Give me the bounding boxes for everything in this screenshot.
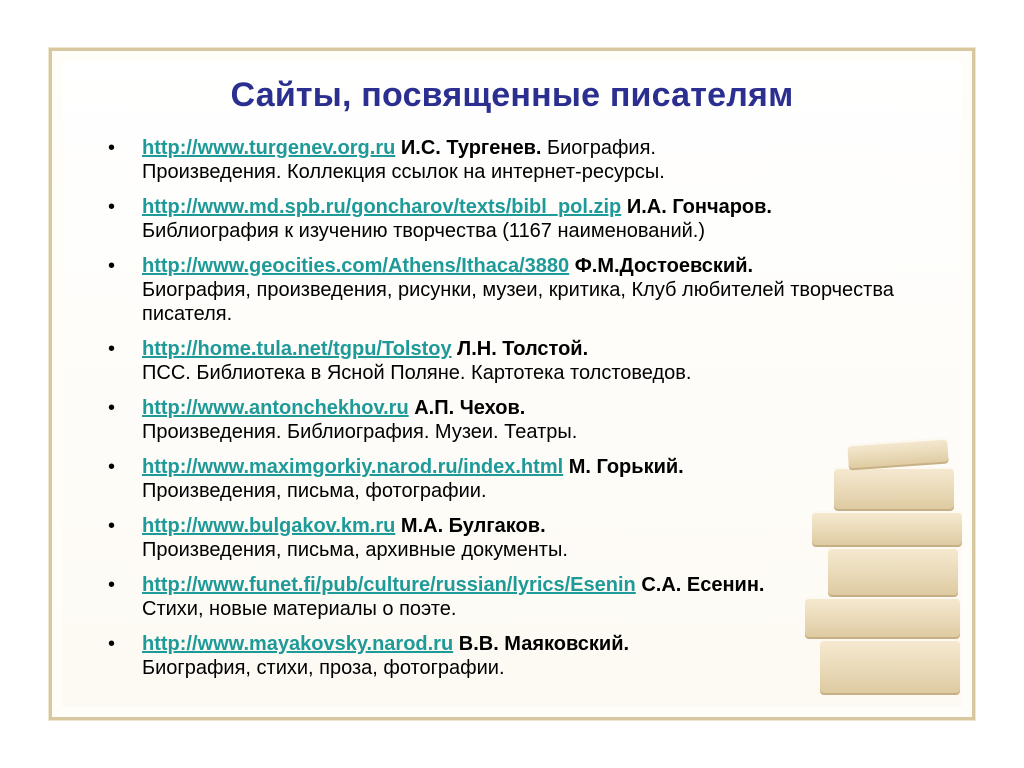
writer-name: Ф.М.Достоевский. [574,255,754,277]
slide-title: Сайты, посвященные писателям [230,76,794,114]
description: Произведения, письма, архивные документы. [142,539,568,561]
description: Биография, произведения, рисунки, музеи, критика, Клуб любителей творчества писателя. [142,279,894,325]
writer-name: М. Горький. [568,456,684,478]
writer-site-link[interactable]: http://www.bulgakov.km.ru [142,515,396,537]
writer-site-link[interactable]: http://www.maximgorkiy.narod.ru/index.html [142,456,564,478]
writer-name: А.П. Чехов. [414,397,526,419]
description: Стихи, новые материалы о поэте. [142,598,457,620]
description: Биография, стихи, проза, фотографии. [142,657,505,679]
bullet: • [108,574,116,596]
description-inline: Биография. [546,137,656,159]
description: Произведения. Коллекция ссылок на интернет-ресурсы. [142,161,665,183]
writer-site-link[interactable]: http://www.mayakovsky.narod.ru [142,633,454,655]
writer-name: М.А. Булгаков. [400,515,546,537]
writer-name: С.А. Есенин. [641,574,765,596]
list-item [108,254,978,326]
writer-name: Л.Н. Толстой. [457,338,589,360]
writer-site-link[interactable]: http://www.funet.fi/pub/culture/russian/lyrics/Esenin [142,574,636,596]
bullet: • [108,633,116,655]
writer-site-link[interactable]: http://www.antonchekhov.ru [142,397,409,419]
bullet: • [108,255,116,277]
writer-sites-list [108,136,978,691]
bullet: • [108,338,116,360]
bullet: • [108,397,116,419]
list-item [108,337,978,385]
writer-name: В.В. Маяковский. [458,633,630,655]
list-item [108,632,978,680]
description: Произведения, письма, фотографии. [142,480,487,502]
writer-site-link[interactable]: http://www.geocities.com/Athens/Ithaca/3880 [142,255,570,277]
list-item [108,396,978,444]
writer-site-link[interactable]: http://www.md.spb.ru/goncharov/texts/bibl_pol.zip [142,196,622,218]
list-item [108,455,978,503]
writer-name: И.С. Тургенев. [400,137,542,159]
writer-site-link[interactable]: http://home.tula.net/tgpu/Tolstoy [142,338,452,360]
list-item [108,514,978,562]
list-item [108,195,978,243]
writer-site-link[interactable]: http://www.turgenev.org.ru [142,137,396,159]
writer-name: И.А. Гончаров. [626,196,772,218]
list-item [108,573,978,621]
description: Библиография к изучению творчества (1167 наименований.) [142,220,705,242]
list-item [108,136,978,184]
description: ПСС. Библиотека в Ясной Поляне. Картотека толстоведов. [142,362,692,384]
bullet: • [108,137,116,159]
description: Произведения. Библиография. Музеи. Театры. [142,421,578,443]
bullet: • [108,515,116,537]
bullet: • [108,456,116,478]
bullet: • [108,196,116,218]
